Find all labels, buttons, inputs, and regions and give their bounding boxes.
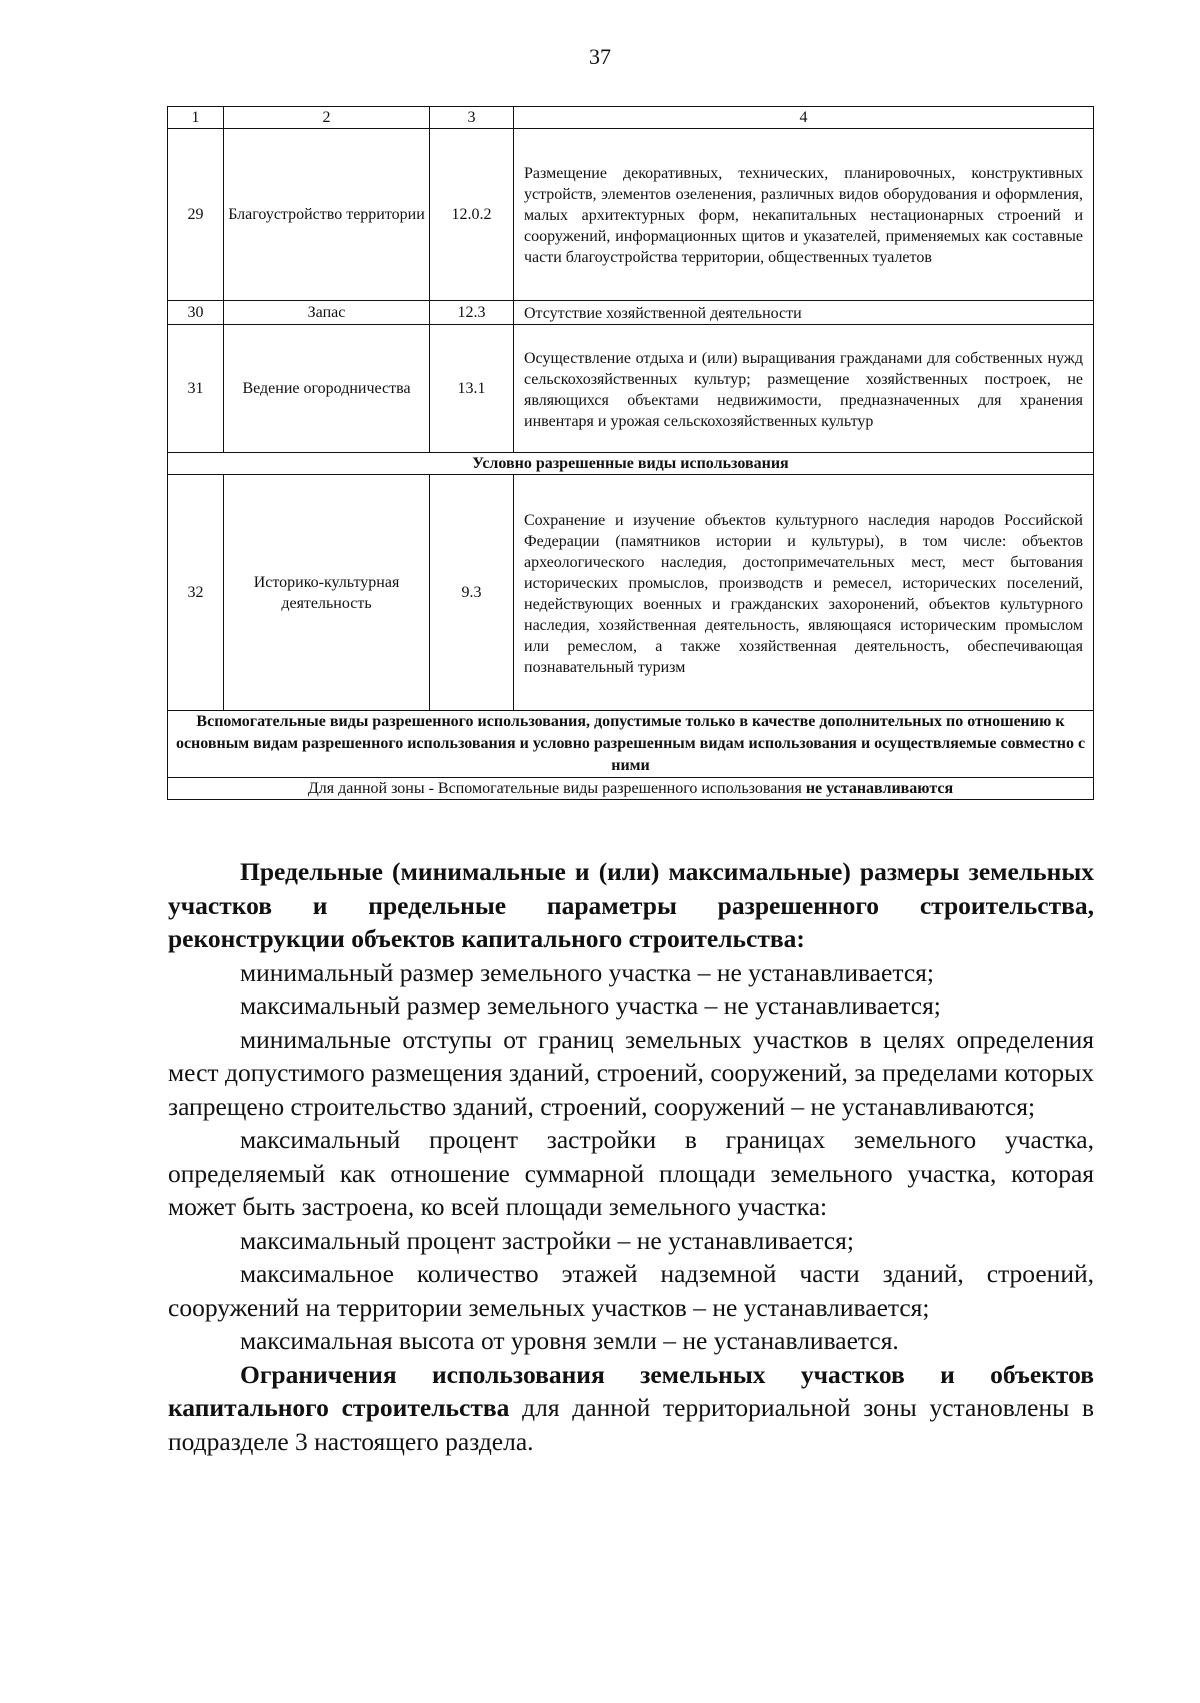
paragraph: максимальный процент застройки – не устанавливается; <box>240 1225 854 1255</box>
use-type-name: Историко-культурная деятельность <box>224 475 430 711</box>
body-text <box>168 855 1094 1458</box>
page-number: 37 <box>589 44 611 69</box>
auxiliary-note <box>168 778 1094 800</box>
paragraph: минимальные отступы от границ земельных участков в целях определения мест допустимого размещения зданий, строений, сооружений, за пределами которых запрещено строительство зданий, строений, сооружений – не устанавливаются; <box>168 1024 1094 1121</box>
use-type-description: Сохранение и изучение объектов культурного наследия народов Российской Федерации (памятников истории и культуры), в том числе: объектов археологического наследия, достопримечательных мест, мест бытования исторических промыслов, производств и ремесел, исторических поселений, недействующих военных и гражданских захоронений, объектов культурного наследия, хозяйственная деятельность, являющаяся историческим промыслом или ремеслом, а также хозяйственная деятельность, обеспечивающая познавательный туризм <box>514 475 1094 711</box>
table-header-row <box>168 107 1094 129</box>
auxiliary-note-prefix: Для данной зоны - Вспомогательные виды разрешенного использования <box>307 780 802 797</box>
paragraph: максимальный процент застройки в границах земельного участка, определяемый как отношение суммарной площади земельного участка, которая может быть застроена, ко всей площади земельного участка: <box>168 1125 1094 1221</box>
paragraph: максимальная высота от уровня земли – не устанавливается. <box>240 1326 899 1355</box>
use-type-name: Благоустройство территории <box>224 129 430 301</box>
use-type-description: Размещение декоративных, технических, планировочных, конструктивных устройств, элементов озеленения, различных видов оборудования и оформления, малых архитектурных форм, некапитальных нестационарных строений и сооружений, информационных щитов и указателей, применяемых как составные части благоустройства территории, общественных туалетов <box>514 129 1094 301</box>
conditional-section-title: Условно разрешенные виды использования <box>168 453 1094 475</box>
restrictions-paragraph <box>168 1358 1094 1459</box>
paragraph: максимальный размер земельного участка – не устанавливается; <box>240 991 941 1020</box>
use-type-description: Осуществление отдыха и (или) выращивания гражданами для собственных нужд сельскохозяйственных культур; размещение хозяйственных построек, не являющихся объектами недвижимости, предназначенных для хранения инвентаря и урожая сельскохозяйственных культур <box>514 325 1094 453</box>
use-type-code: 9.3 <box>430 475 514 711</box>
use-type-name: Запас <box>224 301 430 325</box>
paragraph: минимальный размер земельного участка – не устанавливается; <box>240 957 934 987</box>
use-type-name: Ведение огородничества <box>224 325 430 453</box>
land-use-table <box>167 106 1094 800</box>
row-number: 32 <box>168 475 224 711</box>
use-type-code: 12.0.2 <box>430 129 514 301</box>
header-cell: 2 <box>224 107 430 129</box>
auxiliary-section-row <box>168 711 1094 778</box>
header-cell: 4 <box>514 107 1094 129</box>
table-row <box>168 129 1094 301</box>
auxiliary-section-title: Вспомогательные виды разрешенного использования, допустимые только в качестве дополнительных по отношению к основным видам разрешенного использования и условно разрешенным видам использования и осуществляемые совместно с ними <box>168 711 1094 778</box>
paragraph: максимальное количество этажей надземной части зданий, строений, сооружений на территории земельных участков – не устанавливается; <box>168 1259 1094 1322</box>
section-title-row <box>168 453 1094 475</box>
limits-heading: Предельные (минимальные и (или) максимальные) размеры земельных участков и предельные параметры разрешенного строительства, реконструкции объектов капитального строительства: <box>168 857 1094 953</box>
table-row <box>168 325 1094 453</box>
use-type-code: 13.1 <box>430 325 514 453</box>
restrictions-rest: для данной территориальной зоны установлены в подразделе 3 настоящего раздела. <box>168 1393 1095 1456</box>
header-cell: 1 <box>168 107 224 129</box>
auxiliary-note-row <box>168 778 1094 800</box>
row-number: 31 <box>168 325 224 453</box>
table-row <box>168 301 1094 325</box>
table-row <box>168 475 1094 711</box>
use-type-code: 12.3 <box>430 301 514 325</box>
use-type-description: Отсутствие хозяйственной деятельности <box>514 301 1094 325</box>
row-number: 29 <box>168 129 224 301</box>
row-number: 30 <box>168 301 224 325</box>
header-cell: 3 <box>430 107 514 129</box>
restrictions-bold: Ограничения использования земельных участков и объектов капитального строительства <box>168 1359 1094 1422</box>
auxiliary-note-bold: не устанавливаются <box>805 780 954 797</box>
